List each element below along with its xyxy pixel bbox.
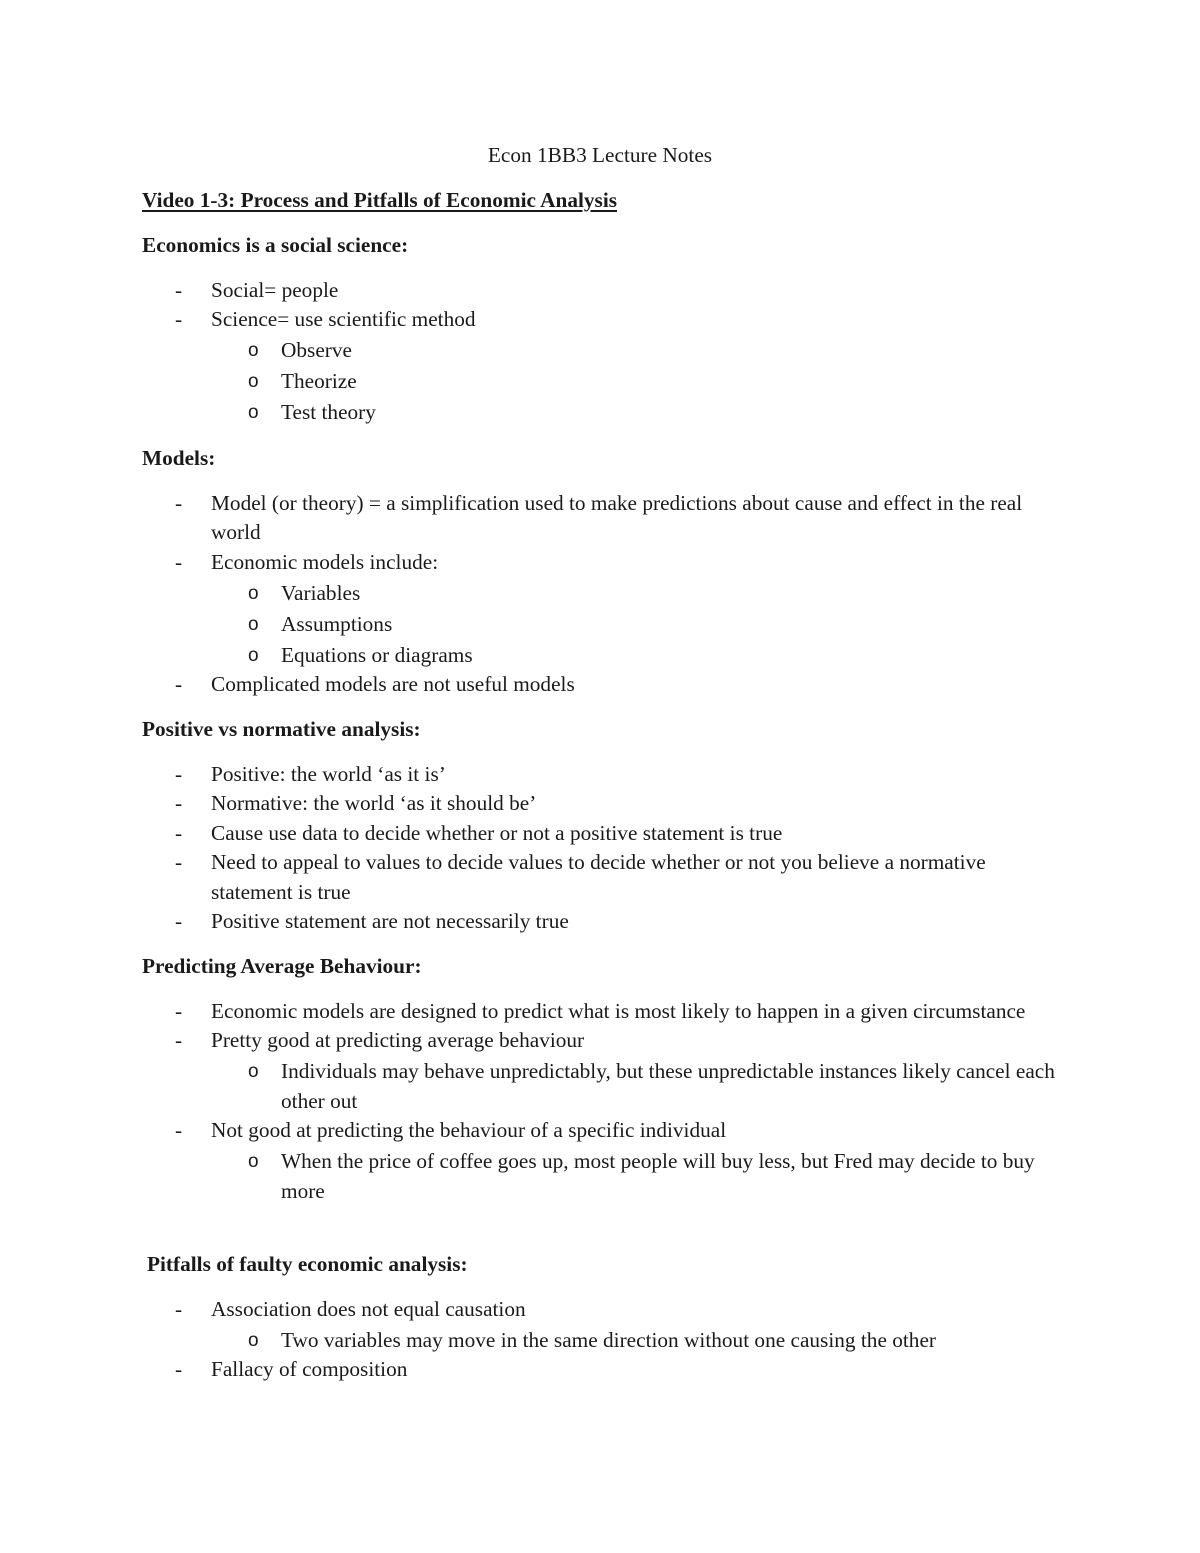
section-heading: Models: — [142, 446, 216, 470]
bullet-list — [142, 276, 1062, 428]
list-item-text: Economic models include: — [211, 549, 439, 574]
dash-bullet: - — [175, 1118, 183, 1142]
dash-bullet: - — [175, 490, 183, 515]
dash-bullet: - — [175, 820, 183, 845]
list-item-text: Science= use scientific method — [211, 307, 476, 331]
sub-list-item — [248, 641, 1062, 671]
list-item — [142, 489, 1062, 548]
list-item-text: Complicated models are not useful models — [211, 672, 575, 696]
list-item-text: Pretty good at predicting average behaviour — [211, 1028, 585, 1052]
list-item — [142, 1355, 1067, 1385]
dash-bullet: - — [175, 998, 183, 1023]
sub-list-item-text: Two variables may move in the same direction without one causing the other — [281, 1327, 936, 1352]
list-item — [142, 1026, 1062, 1116]
list-item — [142, 789, 1062, 819]
dash-bullet: - — [175, 909, 183, 933]
dash-bullet: - — [175, 672, 183, 696]
section-positive-normative — [142, 715, 1062, 937]
circle-bullet: o — [248, 582, 259, 604]
list-item — [142, 305, 1062, 428]
list-item — [142, 997, 1062, 1027]
circle-bullet: o — [248, 1061, 259, 1082]
list-item-text: Association does not equal causation — [211, 1296, 526, 1321]
sub-list-item — [248, 1057, 1062, 1116]
circle-bullet: o — [248, 371, 259, 392]
dash-bullet: - — [175, 1028, 183, 1052]
sub-list-item — [248, 1147, 1062, 1206]
list-item — [142, 548, 1062, 671]
sub-bullet-list — [248, 1326, 1067, 1356]
section-heading: Economics is a social science: — [142, 233, 409, 257]
list-item-text: Model (or theory) = a simplification used to make predictions about cause and effect in the real world — [211, 490, 1023, 544]
section-heading: Positive vs normative analysis: — [142, 717, 421, 741]
section-models — [142, 444, 1062, 700]
dash-bullet: - — [175, 1357, 183, 1381]
list-item-text: Normative: the world ‘as it should be’ — [211, 791, 537, 815]
circle-bullet: o — [248, 1329, 259, 1351]
list-item-text: Economic models are designed to predict what is most likely to happen in a given circumstance — [211, 998, 1026, 1023]
dash-bullet: - — [175, 277, 183, 302]
sub-bullet-list — [248, 1057, 1062, 1116]
sub-list-item — [248, 1326, 1067, 1356]
sub-bullet-list — [248, 1147, 1062, 1206]
list-item-text: Positive: the world ‘as it is’ — [211, 761, 446, 786]
list-item — [142, 819, 1062, 849]
section-pitfalls — [147, 1250, 1067, 1385]
dash-bullet: - — [175, 791, 183, 815]
list-item — [142, 907, 1062, 937]
dash-bullet: - — [175, 1296, 183, 1321]
sub-list-item — [248, 610, 1062, 640]
dash-bullet: - — [175, 307, 183, 331]
list-item-text: Fallacy of composition — [211, 1357, 408, 1381]
dash-bullet: - — [175, 761, 183, 786]
list-item-text: Social= people — [211, 277, 339, 302]
circle-bullet: o — [248, 644, 259, 666]
document-title: Econ 1BB3 Lecture Notes — [487, 143, 713, 167]
section-heading: Pitfalls of faulty economic analysis: — [147, 1252, 468, 1276]
list-item — [142, 276, 1062, 306]
sub-list-item-text: When the price of coffee goes up, most people will buy less, but Fred may decide to buy more — [281, 1149, 1035, 1203]
video-heading: Video 1-3: Process and Pitfalls of Economic Analysis — [142, 188, 618, 212]
sub-list-item-text: Variables — [281, 580, 361, 605]
bullet-list — [142, 997, 1062, 1207]
list-item-text: Need to appeal to values to decide values to decide whether or not you believe a normative statement is true — [211, 850, 986, 904]
circle-bullet: o — [248, 402, 259, 423]
list-item — [142, 848, 1062, 907]
sub-list-item — [248, 367, 1062, 397]
circle-bullet: o — [248, 613, 259, 635]
sub-list-item — [248, 398, 1062, 428]
bullet-list — [142, 489, 1062, 700]
sub-list-item-text: Individuals may behave unpredictably, but these unpredictable instances likely cancel each other out — [281, 1059, 1055, 1113]
sub-list-item-text: Observe — [281, 338, 352, 362]
list-item — [142, 1116, 1062, 1206]
section-average-behaviour — [142, 952, 1062, 1206]
sub-bullet-list — [248, 579, 1062, 671]
list-item-text: Positive statement are not necessarily true — [211, 909, 569, 933]
list-item — [142, 760, 1062, 790]
bullet-list — [142, 1295, 1067, 1385]
sub-list-item-text: Test theory — [281, 400, 376, 424]
section-social-science — [142, 231, 1062, 428]
bullet-list — [142, 760, 1062, 937]
list-item-text: Not good at predicting the behaviour of a specific individual — [211, 1118, 727, 1142]
section-heading: Predicting Average Behaviour: — [142, 954, 422, 978]
sub-bullet-list — [248, 336, 1062, 428]
sub-list-item-text: Assumptions — [281, 611, 393, 636]
sub-list-item-text: Equations or diagrams — [281, 642, 473, 667]
sub-list-item — [248, 579, 1062, 609]
sub-list-item — [248, 336, 1062, 366]
dash-bullet: - — [175, 850, 183, 874]
dash-bullet: - — [175, 549, 183, 574]
list-item — [142, 1295, 1067, 1356]
list-item-text: Cause use data to decide whether or not a positive statement is true — [211, 820, 783, 845]
sub-list-item-text: Theorize — [281, 369, 357, 393]
circle-bullet: o — [248, 340, 259, 361]
list-item — [142, 670, 1062, 700]
circle-bullet: o — [248, 1151, 259, 1172]
